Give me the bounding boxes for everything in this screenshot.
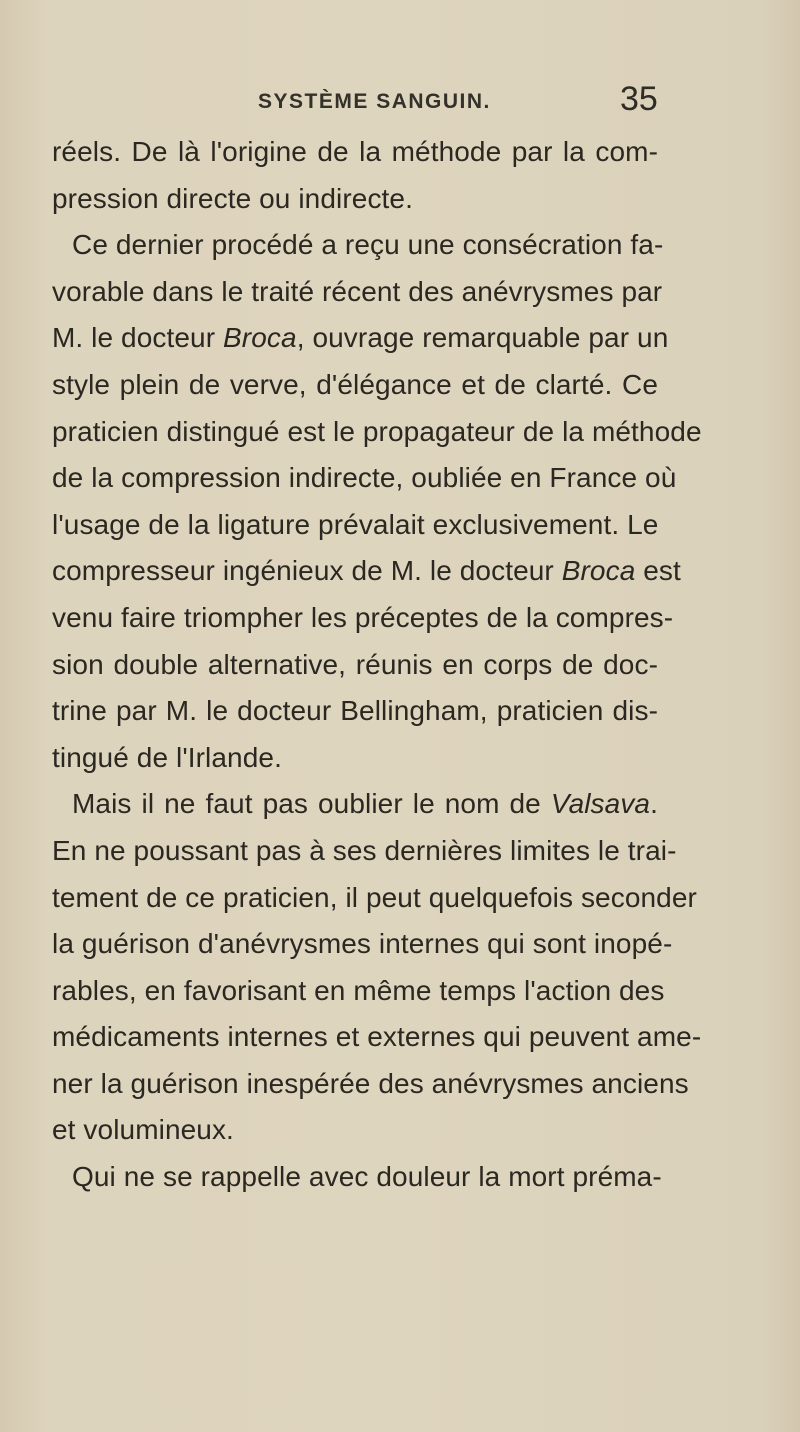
text-line: En ne poussant pas à ses dernières limites le trai- <box>52 834 677 866</box>
text-line: et volumineux. <box>52 1114 234 1146</box>
text-line: trine par M. le docteur Bellingham, praticien dis- <box>52 695 658 727</box>
text-line: pression directe ou indirecte. <box>52 182 413 214</box>
text-line: style plein de verve, d'élégance et de clarté. Ce <box>52 368 658 400</box>
text-line: venu faire triompher les préceptes de la compres- <box>52 601 674 633</box>
text-line: l'usage de la ligature prévalait exclusivement. Le <box>52 508 659 540</box>
running-head: SYSTÈME SANGUIN. <box>258 90 491 113</box>
text-line: Mais il ne faut pas oublier le nom de Valsava. <box>72 788 658 820</box>
name-valsava: Valsava <box>550 788 651 820</box>
text-line: ner la guérison inespérée des anévrysmes anciens <box>52 1067 689 1099</box>
text-line: M. le docteur Broca, ouvrage remarquable par un <box>52 322 669 354</box>
page-number: 35 <box>620 80 658 118</box>
text-line: sion double alternative, réunis en corps de doc- <box>52 648 658 680</box>
name-broca: Broca <box>561 555 636 587</box>
text-line: compresseur ingénieux de M. le docteur Broca est <box>52 555 681 587</box>
text-line: rables, en favorisant en même temps l'action des <box>52 974 665 1006</box>
page-header <box>0 80 800 120</box>
text-line: de la compression indirecte, oubliée en France où <box>52 462 677 494</box>
text-line: médicaments internes et externes qui peuvent ame- <box>52 1021 702 1053</box>
name-broca: Broca <box>223 322 297 354</box>
text-line: Ce dernier procédé a reçu une consécration fa- <box>72 229 664 261</box>
text-line: tement de ce praticien, il peut quelquefois seconder <box>52 881 697 913</box>
text-line: praticien distingué est le propagateur de la méthode <box>52 415 702 447</box>
body-text <box>52 129 702 1201</box>
text-line: la guérison d'anévrysmes internes qui sont inopé- <box>52 928 673 960</box>
text-line: tingué de l'Irlande. <box>52 741 282 773</box>
text-line: réels. De là l'origine de la méthode par la com- <box>52 136 658 167</box>
text-line: Qui ne se rappelle avec douleur la mort préma- <box>72 1161 662 1193</box>
text-line: vorable dans le traité récent des anévrysmes par <box>52 275 663 307</box>
